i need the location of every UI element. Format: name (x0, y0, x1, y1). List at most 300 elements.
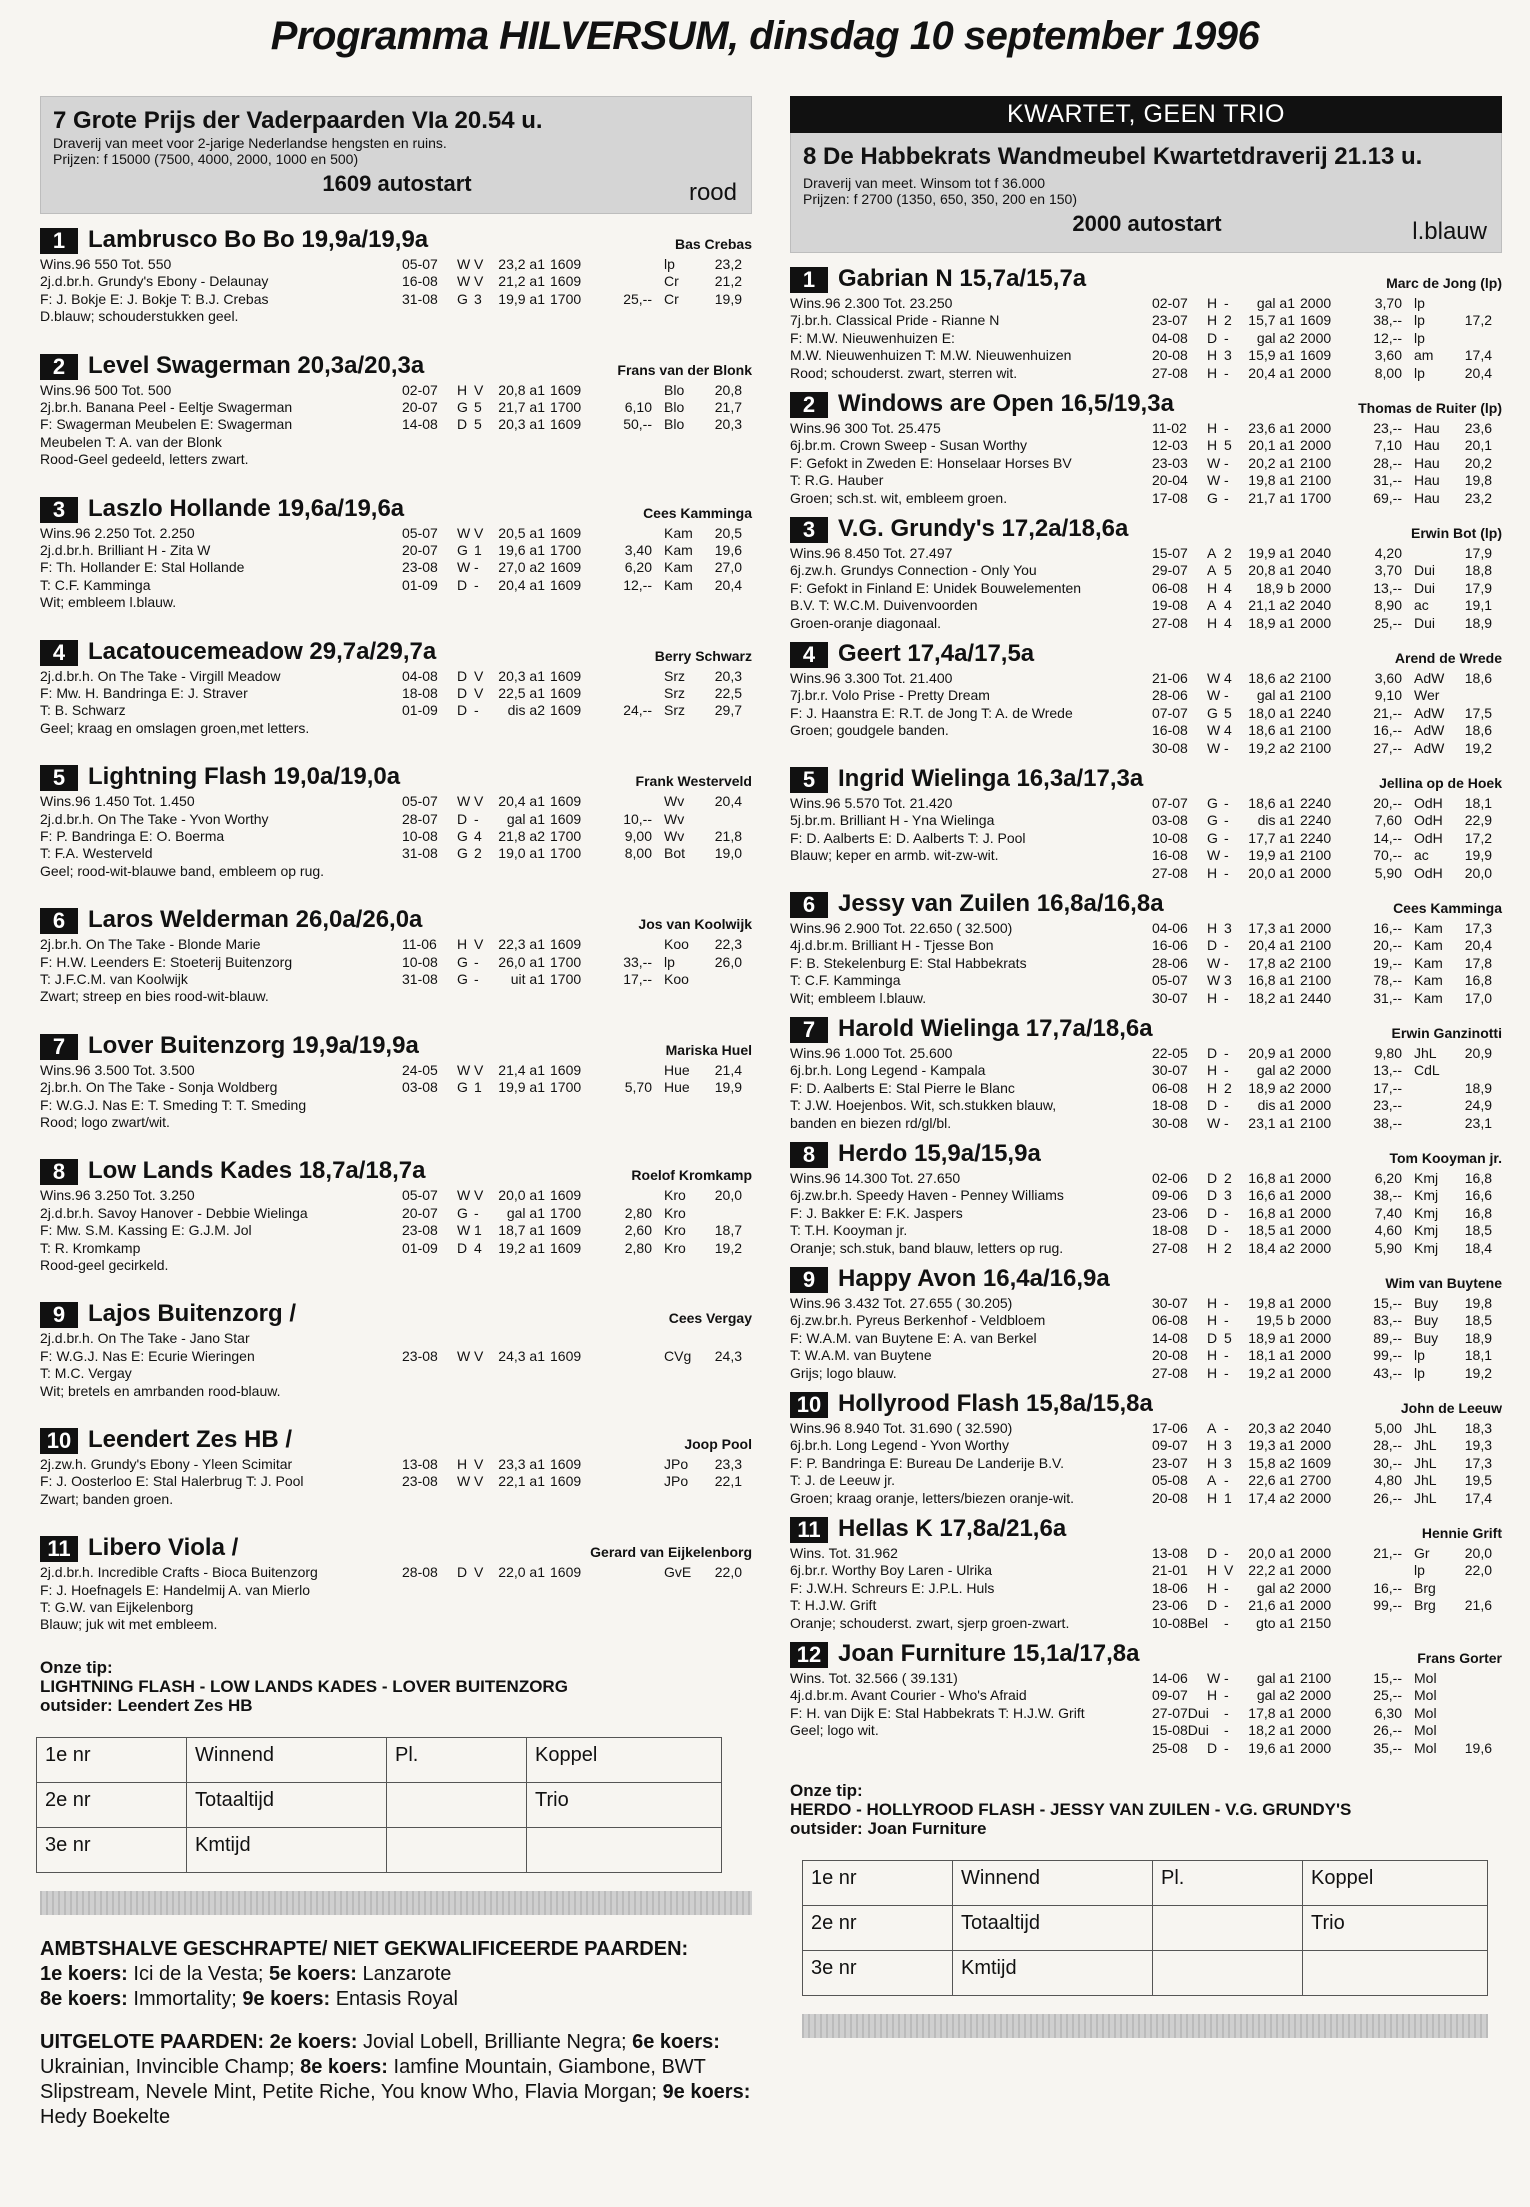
horse-name: Lambrusco Bo Bo 19,9a/19,9a (88, 226, 429, 253)
recent-starts (1152, 670, 1492, 757)
start-cell: 17-08 (1152, 489, 1188, 506)
result-cell: Pl. (387, 1737, 527, 1782)
horse-info-line: Zwart; streep en bies rood-wit-blauw. (40, 988, 269, 1005)
start-cell: 2240 (1300, 704, 1332, 721)
start-cell: 19,2 a1 (1248, 1364, 1295, 1381)
start-cell: 17-06 (1152, 1420, 1188, 1436)
start-row (1152, 1455, 1492, 1472)
horse-info-line: 6j.br.m. Crown Sweep - Susan Worthy (790, 437, 1028, 454)
start-cell: 1609 (550, 559, 582, 576)
start-cell: 31,-- (1373, 472, 1402, 489)
start-cell: - (1224, 1097, 1229, 1114)
start-cell: 1609 (550, 256, 582, 272)
start-cell: V (474, 936, 484, 953)
horse-info-line: Wins.96 1.000 Tot. 25.600 (790, 1045, 953, 1061)
start-cell: 23,2 a1 (498, 256, 545, 272)
start-cell: 17,4 (1464, 347, 1492, 364)
start-cell: 2700 (1300, 1472, 1332, 1489)
start-cell: - (474, 702, 479, 719)
start-cell: 2000 (1300, 1329, 1332, 1346)
start-cell: 3 (1224, 1454, 1232, 1471)
start-cell: 19,9 a1 (1248, 847, 1295, 864)
start-cell: - (1224, 1545, 1229, 1561)
start-cell: V (1224, 1562, 1234, 1579)
start-cell: 17,2 (1464, 312, 1492, 329)
start-cell: 18,6 a2 (1248, 670, 1295, 686)
horse-info-line: F: D. Aalberts E: Stal Pierre le Blanc (790, 1079, 1015, 1096)
horse-info (40, 382, 400, 469)
start-cell: 20-07 (402, 541, 438, 558)
start-cell: 19,5 b (1256, 1312, 1295, 1329)
start-cell: 05-07 (402, 524, 438, 541)
start-cell: H (1207, 437, 1218, 454)
horse-header (790, 1265, 1502, 1293)
start-cell: 38,-- (1373, 312, 1402, 329)
start-cell: 3 (1224, 920, 1232, 936)
start-cell: 24,3 a1 (498, 1347, 545, 1364)
start-cell: - (474, 970, 479, 987)
start-cell: am (1414, 347, 1434, 364)
result-table (36, 1737, 722, 1873)
horse-info-line: F: Gefokt in Finland E: Unidek Bouwelementen (790, 579, 1082, 596)
start-cell: 3,60 (1374, 347, 1402, 364)
start-row (1152, 312, 1492, 329)
start-cell: 22,3 (714, 936, 742, 953)
start-cell: 18,7 (714, 1222, 742, 1239)
start-cell: 3 (1224, 972, 1232, 989)
start-cell: H (1207, 1687, 1218, 1704)
start-cell: 1609 (550, 1455, 582, 1472)
start-cell: 22,6 a1 (1248, 1472, 1295, 1489)
start-row (402, 845, 742, 862)
horse-entry (790, 640, 1502, 757)
start-cell: dis a1 (1257, 1097, 1295, 1114)
start-cell: 2000 (1300, 1347, 1332, 1364)
horse-info-line: Oranje; schouderst. zwart, sjerp groen-zwart. (790, 1614, 1070, 1631)
recent-starts (402, 1330, 742, 1365)
start-cell: 28-06 (1152, 687, 1188, 704)
start-cell: W (457, 793, 471, 810)
tip-label: Onze tip: (40, 1657, 113, 1677)
start-cell: 23,1 (1464, 1114, 1492, 1131)
result-cell: Kmtijd (953, 1951, 1153, 1996)
start-cell: 1609 (550, 273, 582, 290)
horse-details (40, 1564, 752, 1634)
start-cell: 19,9 (714, 1079, 742, 1096)
start-cell: ac (1414, 597, 1429, 614)
start-cell: AdW (1414, 739, 1445, 756)
start-cell: 6,20 (1374, 1170, 1402, 1186)
start-cell: GvE (664, 1564, 692, 1581)
horse-info-line: 7j.br.h. Classical Pride - Rianne N (790, 312, 1000, 329)
start-cell: 2100 (1300, 472, 1332, 489)
horse-info-line: B.V. T: W.C.M. Duivenvoorden (790, 597, 978, 614)
result-cell: 3e nr (803, 1951, 953, 1996)
start-cell: 19,0 (714, 845, 742, 862)
horse-info-line: T: J.F.C.M. van Koolwijk (40, 971, 188, 987)
start-cell: gal a2 (1256, 329, 1295, 346)
start-cell: Kmj (1414, 1187, 1439, 1204)
start-cell: 19-08 (1152, 597, 1188, 614)
start-cell: 02-06 (1152, 1170, 1188, 1186)
horse-name: Ingrid Wielinga 16,3a/17,3a (838, 765, 1144, 792)
race-header-7 (40, 96, 752, 214)
start-cell: 1609 (550, 936, 582, 953)
driver-name: Roelof Kromkamp (631, 1167, 752, 1184)
result-cell: Winnend (187, 1737, 387, 1782)
start-row (1152, 562, 1492, 579)
start-row (1152, 795, 1492, 812)
start-cell: 2000 (1300, 1312, 1332, 1329)
start-cell: H (1207, 864, 1218, 881)
horse-info-line: Rood-geel gecirkeld. (40, 1257, 169, 1273)
horse-header (40, 1426, 752, 1454)
start-cell: - (1224, 812, 1229, 829)
start-cell: OdH (1414, 812, 1443, 829)
start-row (402, 1222, 742, 1239)
horse-info (790, 420, 1150, 507)
start-cell: 1700 (550, 845, 582, 862)
start-row (1152, 597, 1492, 614)
horse-info-line: 6j.br.h. Long Legend - Kampala (790, 1062, 986, 1079)
start-cell: 2,60 (624, 1222, 652, 1239)
horse-info-line: Grijs; logo blauw. (790, 1364, 897, 1381)
start-cell: lp (1414, 312, 1425, 329)
driver-name: Mariska Huel (665, 1041, 752, 1058)
start-cell: - (474, 810, 479, 827)
race-name: 8 De Habbekrats Wandmeubel Kwartetdraverij 21.13 u. (803, 143, 1423, 170)
start-cell: 19,2 (714, 1239, 742, 1256)
start-cell: 16,-- (1373, 722, 1402, 739)
start-row (402, 1564, 742, 1581)
start-cell: JhL (1414, 1420, 1437, 1436)
start-cell: 09-06 (1152, 1187, 1188, 1204)
start-cell: 20,9 (1464, 1045, 1492, 1061)
start-cell: 2100 (1300, 847, 1332, 864)
horse-info-line: 4j.d.br.m. Avant Courier - Who's Afraid (790, 1687, 1027, 1704)
start-cell: 7,40 (1374, 1204, 1402, 1221)
start-cell: - (1224, 420, 1229, 436)
start-cell: 4 (1224, 670, 1232, 686)
start-cell: - (1224, 1347, 1229, 1364)
start-cell: 2000 (1300, 1545, 1332, 1561)
horse-info-line: T: H.J.W. Grift (790, 1597, 877, 1614)
start-cell: 10-08 (402, 953, 438, 970)
horse-info-line: T: G.W. van Eijkelenborg (40, 1598, 194, 1615)
horse-details (40, 256, 752, 326)
start-cell: 19,5 (1464, 1472, 1492, 1489)
start-cell: 23-08 (402, 1473, 438, 1490)
start-cell: lp (1414, 1364, 1425, 1381)
start-cell: - (1224, 739, 1229, 756)
start-cell: 21,-- (1373, 704, 1402, 721)
start-cell: 05-07 (402, 256, 438, 272)
horse-number: 11 (790, 1517, 828, 1543)
start-row (402, 685, 742, 702)
horse-info (790, 1670, 1150, 1740)
start-cell: Kam (1414, 920, 1443, 936)
race-ref: 9e koers: (242, 1987, 331, 2010)
start-cell: G (457, 845, 468, 862)
horse-info-line: F: Mw. S.M. Kassing E: G.J.M. Jol (40, 1222, 252, 1239)
horse-name: Lightning Flash 19,0a/19,0a (88, 763, 401, 791)
horse-name: Harold Wielinga 17,7a/18,6a (838, 1015, 1153, 1042)
start-cell: 23-08 (402, 1222, 438, 1239)
horse-info (790, 1545, 1150, 1632)
start-cell: G (457, 827, 468, 844)
start-cell: 20-07 (402, 1204, 438, 1221)
horse-names: Entasis Royal (335, 1987, 458, 2010)
start-cell: 18,3 (1464, 1420, 1492, 1436)
horse-header (790, 1140, 1502, 1168)
horse-header (790, 1640, 1502, 1668)
start-cell: 2100 (1300, 687, 1332, 704)
start-cell: 1609 (550, 1347, 582, 1364)
start-row (402, 1348, 742, 1365)
start-cell: 13-08 (1152, 1545, 1188, 1561)
start-cell: 1 (1224, 1489, 1232, 1506)
start-cell: Kmj (1414, 1239, 1439, 1256)
start-cell: 20,4 a1 (498, 793, 545, 810)
start-cell: W (457, 1187, 471, 1204)
driver-name: John de Leeuw (1400, 1400, 1502, 1416)
start-cell: G (457, 953, 468, 970)
start-cell: 2240 (1300, 829, 1332, 846)
start-cell: G (1207, 812, 1218, 829)
start-cell: H (1207, 1454, 1218, 1471)
start-cell: 04-08 (402, 667, 438, 684)
start-cell: V (474, 273, 484, 290)
start-cell: 27,0 (714, 559, 742, 576)
start-cell: 18,1 (1464, 795, 1492, 811)
start-cell: D (1207, 1597, 1218, 1614)
start-cell: Kam (664, 559, 693, 576)
excluded-title: UITGELOTE PAARDEN: (40, 2030, 265, 2053)
start-cell: 78,-- (1373, 972, 1402, 989)
start-cell: 17,5 (1464, 704, 1492, 721)
start-cell: 16,8 a1 (1248, 972, 1295, 989)
start-cell: 2000 (1300, 364, 1332, 381)
start-cell: 2150 (1300, 1614, 1332, 1631)
start-cell: 18,4 a2 (1248, 1239, 1295, 1256)
start-cell: JhL (1414, 1472, 1437, 1489)
start-cell: 1700 (550, 953, 582, 970)
start-cell: D (1207, 1170, 1218, 1186)
start-cell: 99,-- (1373, 1347, 1402, 1364)
race-prizes: Prijzen: f 2700 (1350, 650, 350, 200 en 150) (803, 191, 1077, 207)
start-cell: 01-09 (402, 1239, 438, 1256)
start-row (1152, 1170, 1492, 1187)
start-cell: G (1207, 489, 1218, 506)
horse-info (790, 545, 1150, 632)
start-cell: 2100 (1300, 670, 1332, 686)
horse-info (790, 1295, 1150, 1382)
race-description: Draverij van meet voor 2-jarige Nederlandse hengsten en ruins. (53, 135, 447, 151)
horse-info-line: F: Th. Hollander E: Stal Hollande (40, 559, 245, 576)
horse-header (790, 265, 1502, 293)
start-cell: 1609 (550, 1473, 582, 1490)
start-cell: 2440 (1300, 989, 1332, 1006)
start-row (1152, 545, 1492, 562)
horse-header (790, 1390, 1502, 1418)
start-row (402, 1473, 742, 1490)
start-cell: 19,3 (1464, 1437, 1492, 1454)
start-cell: 21,2 (714, 273, 742, 290)
start-cell: - (1224, 1739, 1229, 1756)
start-row (1152, 1562, 1492, 1579)
start-cell: Mol (1414, 1670, 1437, 1686)
horse-details (40, 936, 752, 1006)
start-cell: H (1207, 614, 1218, 631)
start-cell: Blo (664, 416, 685, 433)
start-cell: 2000 (1300, 1722, 1332, 1739)
start-cell: G (457, 541, 468, 558)
start-cell: 10-08 (1152, 829, 1188, 846)
horse-name: Lajos Buitenzorg / (88, 1300, 297, 1328)
start-cell: 4 (1224, 579, 1232, 596)
start-row (1152, 1295, 1492, 1312)
horse-info-line: T: R. Kromkamp (40, 1239, 141, 1256)
start-cell: 20-08 (1152, 1347, 1188, 1364)
horse-details (790, 1295, 1502, 1382)
start-cell: Kam (1414, 989, 1443, 1006)
start-cell: 20,0 (714, 1187, 742, 1204)
start-cell: 4 (474, 827, 482, 844)
start-row (1152, 330, 1492, 347)
start-cell: 05-08 (1152, 1472, 1188, 1489)
horse-names: Immortality; (133, 1987, 237, 2010)
start-cell: 33,-- (623, 953, 652, 970)
result-cell: Winnend (953, 1861, 1153, 1906)
start-cell: W (1207, 1670, 1221, 1686)
start-cell: 21,-- (1373, 1545, 1402, 1561)
start-cell: 20,4 (1464, 937, 1492, 954)
start-cell: 21-01 (1152, 1562, 1188, 1579)
start-row (1152, 295, 1492, 312)
start-cell: 1609 (550, 524, 582, 541)
start-cell: 18,6 a1 (1248, 722, 1295, 739)
horse-number: 1 (790, 267, 828, 293)
horse-info-line: 7j.br.r. Volo Prise - Pretty Dream (790, 687, 990, 704)
start-cell: 06-08 (1152, 1079, 1188, 1096)
start-cell: 23,2 (714, 256, 742, 272)
start-cell: 2,80 (624, 1204, 652, 1221)
start-cell: 20,5 a1 (498, 524, 545, 541)
horse-entry (790, 1515, 1502, 1632)
start-cell: 26,0 (714, 953, 742, 970)
start-cell: 27,-- (1373, 739, 1402, 756)
horse-info-line: 2j.br.h. On The Take - Sonja Woldberg (40, 1079, 278, 1096)
start-cell: 18,9 (1464, 1079, 1492, 1096)
result-cell: 3e nr (37, 1827, 187, 1872)
start-cell: 18-08 (1152, 1097, 1188, 1114)
start-cell: - (1224, 295, 1229, 311)
horse-info-line: F: P. Bandringa E: Bureau De Landerije B.V. (790, 1454, 1064, 1471)
start-cell: - (474, 1204, 479, 1221)
start-cell: 17,3 a1 (1248, 920, 1295, 936)
start-cell: 27-08 (1152, 1364, 1188, 1381)
start-cell: 3 (1224, 1437, 1232, 1454)
tip-label: Onze tip: (790, 1781, 863, 1800)
horse-header (40, 495, 752, 523)
start-cell: 18,9 (1464, 1329, 1492, 1346)
start-cell: G (457, 1079, 468, 1096)
start-cell: 2000 (1300, 1170, 1332, 1186)
start-cell: 26,-- (1373, 1489, 1402, 1506)
start-cell: H (1207, 1562, 1218, 1579)
start-cell: 1700 (550, 1204, 582, 1221)
horse-info-line: T: T.H. Kooyman jr. (790, 1222, 908, 1239)
start-cell: H (1207, 347, 1218, 364)
start-cell: 2000 (1300, 1562, 1332, 1579)
start-cell: D (1207, 1545, 1218, 1561)
start-cell: - (1224, 1722, 1229, 1739)
start-cell: Wv (664, 810, 685, 827)
start-cell: Hau (1414, 420, 1440, 436)
race-ref: 5e koers: (269, 1962, 357, 1985)
start-cell: 22,5 a1 (498, 684, 545, 701)
start-cell: 23,2 (1464, 489, 1492, 506)
start-cell: 17,8 (1464, 954, 1492, 971)
start-cell: 2100 (1300, 739, 1332, 756)
horse-name: Happy Avon 16,4a/16,9a (838, 1265, 1110, 1292)
start-row (1152, 437, 1492, 454)
start-cell: H (1207, 579, 1218, 596)
start-cell: 18,0 a1 (1248, 704, 1295, 721)
horse-name: Level Swagerman 20,3a/20,3a (88, 351, 425, 379)
horse-details (790, 1670, 1502, 1757)
horse-info-line: Geel; rood-wit-blauwe band, embleem op rug. (40, 862, 325, 879)
start-cell: 18,5 (1464, 1222, 1492, 1239)
start-row (402, 382, 742, 399)
horse-number: 3 (40, 497, 78, 523)
horse-details (40, 382, 752, 469)
start-cell: 01-09 (402, 702, 438, 719)
horse-info-line: 2j.d.br.h. Savoy Hanover - Debbie Wielinga (40, 1204, 308, 1221)
start-row (1152, 705, 1492, 722)
start-row (402, 525, 742, 542)
start-cell: 21,7 (714, 398, 742, 415)
horse-details (790, 545, 1502, 632)
horse-details (790, 920, 1502, 1007)
horse-name: Joan Furniture 15,1a/17,8a (838, 1640, 1140, 1667)
horse-entry (40, 1032, 752, 1132)
horse-name: Hellas K 17,8a/21,6a (838, 1515, 1067, 1542)
start-row (1152, 920, 1492, 937)
start-cell: 14-06 (1152, 1670, 1188, 1686)
driver-name: Jos van Koolwijk (638, 916, 752, 933)
start-cell: 2 (1224, 1239, 1232, 1256)
horse-info (40, 1330, 400, 1400)
start-cell: 30-08 (1152, 1114, 1188, 1131)
start-cell: 07-07 (1152, 704, 1188, 721)
start-cell: 2000 (1300, 437, 1332, 454)
start-cell: H (1207, 1239, 1218, 1256)
start-cell: 04-06 (1152, 920, 1188, 936)
start-cell: 18,6 a1 (1248, 795, 1295, 811)
race-ref: 8e koers: (40, 1987, 128, 2010)
start-cell: ac (1414, 847, 1429, 864)
start-cell: 1609 (1300, 1454, 1332, 1471)
start-cell: 2000 (1300, 1097, 1332, 1114)
start-cell: 30-07 (1152, 989, 1188, 1006)
start-cell: 29-07 (1152, 562, 1188, 579)
start-cell: H (1207, 364, 1218, 381)
start-cell: 2000 (1300, 1204, 1332, 1221)
start-cell: 50,-- (623, 416, 652, 433)
start-row (1152, 1670, 1492, 1687)
start-cell: 20,4 a1 (1248, 937, 1295, 954)
